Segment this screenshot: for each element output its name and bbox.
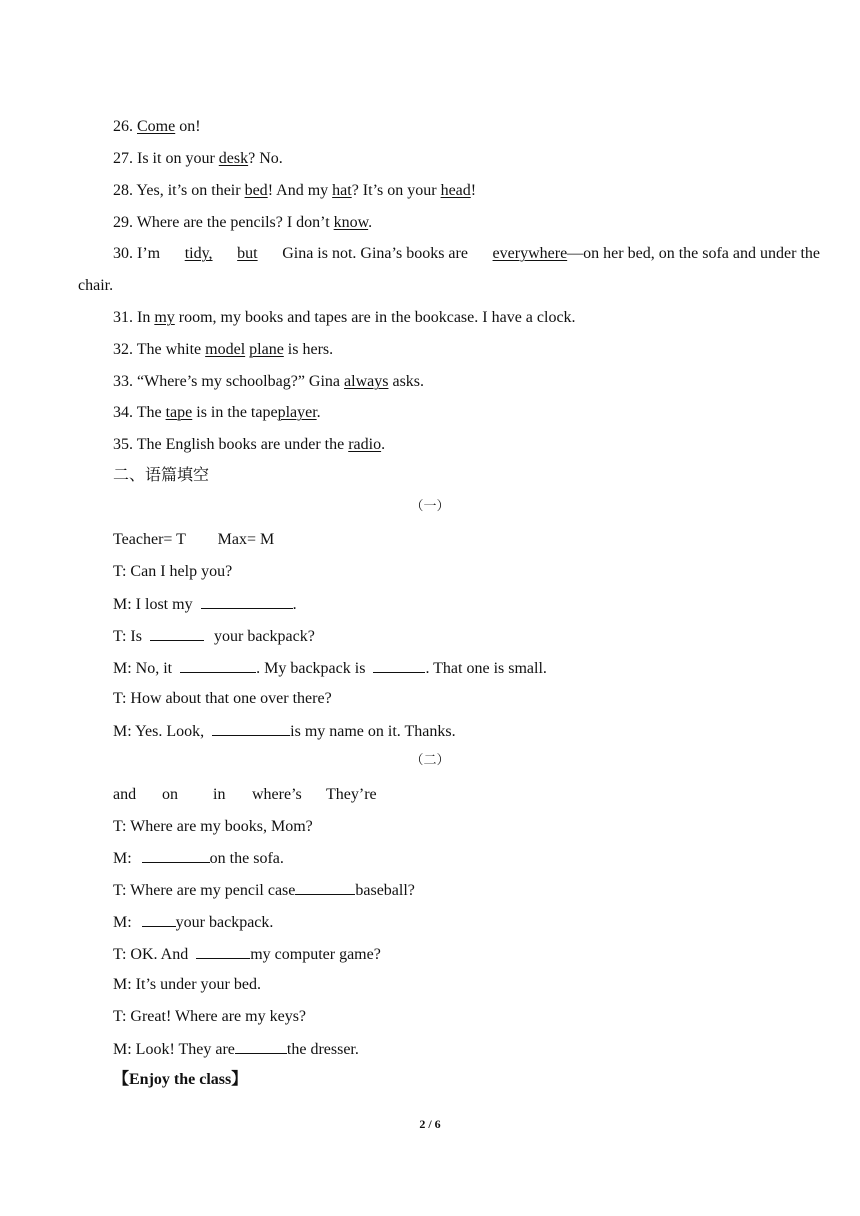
- word-bank-item: where’s: [252, 786, 302, 803]
- word-bank-item: and: [113, 786, 137, 803]
- answer-word: always: [344, 373, 389, 390]
- word-bank-item: They’re: [326, 786, 377, 803]
- dialogue-line: M: Yes. Look, is my name on it. Thanks.: [113, 723, 456, 740]
- role-legend: Teacher= T Max= M: [113, 531, 275, 548]
- word-bank-item: on: [162, 786, 178, 803]
- item-35: 35. The English books are under the radio.: [113, 436, 386, 453]
- item-32: 32. The white model plane is hers.: [113, 341, 334, 358]
- dialogue-line: M: It’s under your bed.: [113, 976, 261, 993]
- item-31: 31. In my room, my books and tapes are in the bookcase. I have a clock.: [113, 309, 576, 326]
- item-30: 30. I’m tidy, but Gina is not. Gina’s books are everywhere—on her bed, on the sofa and under the: [113, 245, 820, 262]
- section-heading: 二、语篇填空: [113, 467, 210, 484]
- enjoy-heading: 【Enjoy the class】: [113, 1071, 248, 1088]
- fill-blank[interactable]: [235, 1039, 287, 1054]
- item-28: 28. Yes, it’s on their bed! And my hat? It’s on your head!: [113, 182, 477, 199]
- fill-blank[interactable]: [150, 626, 204, 641]
- answer-word: plane: [249, 341, 284, 358]
- dialogue-line: T: Where are my books, Mom?: [113, 818, 313, 835]
- fill-blank[interactable]: [295, 880, 355, 895]
- word-bank-item: in: [213, 786, 226, 803]
- item-33: 33. “Where’s my schoolbag?” Gina always asks.: [113, 373, 425, 390]
- dialogue-line: M: on the sofa.: [113, 850, 284, 867]
- page-number: 2 / 6: [419, 1117, 441, 1131]
- answer-word: tidy,: [184, 245, 213, 262]
- fill-blank[interactable]: [142, 848, 210, 863]
- answer-word: bed: [244, 182, 268, 199]
- item-30-continuation: chair.: [78, 277, 114, 294]
- dialogue-line: T: Is your backpack?: [113, 628, 315, 645]
- answer-word: hat: [332, 182, 352, 199]
- answer-word: but: [237, 245, 258, 262]
- dialogue-line: T: How about that one over there?: [113, 690, 332, 707]
- passage-label-1: （一）: [410, 498, 450, 513]
- dialogue-line: T: Great! Where are my keys?: [113, 1008, 307, 1025]
- dialogue-line: M: your backpack.: [113, 914, 274, 931]
- fill-blank[interactable]: [201, 594, 293, 609]
- answer-word: tape: [165, 404, 193, 421]
- answer-word: Come: [137, 118, 176, 135]
- item-34: 34. The tape is in the tapeplayer.: [113, 404, 321, 421]
- fill-blank[interactable]: [180, 658, 256, 673]
- item-26: 26. Come on!: [113, 118, 201, 135]
- word-bank: [0, 785, 860, 805]
- answer-word: everywhere: [492, 245, 568, 262]
- fill-blank[interactable]: [142, 912, 176, 927]
- fill-blank[interactable]: [373, 658, 425, 673]
- passage-label-2: （二）: [410, 752, 450, 767]
- item-29: 29. Where are the pencils? I don’t know.: [113, 214, 373, 231]
- dialogue-line: M: No, it . My backpack is . That one is small.: [113, 660, 547, 677]
- dialogue-line: T: OK. And my computer game?: [113, 946, 381, 963]
- answer-word: know: [333, 214, 369, 231]
- answer-word: desk: [218, 150, 249, 167]
- dialogue-line: T: Where are my pencil case baseball?: [113, 882, 415, 899]
- answer-word: my: [154, 309, 175, 326]
- answer-word: radio: [348, 436, 382, 453]
- answer-word: player: [277, 404, 317, 421]
- fill-blank[interactable]: [212, 721, 290, 736]
- dialogue-line: T: Can I help you?: [113, 563, 233, 580]
- dialogue-line: M: Look! They are the dresser.: [113, 1041, 359, 1058]
- item-27: 27. Is it on your desk? No.: [113, 150, 283, 167]
- answer-word: model: [205, 341, 246, 358]
- dialogue-line: M: I lost my .: [113, 596, 297, 613]
- fill-blank[interactable]: [196, 944, 250, 959]
- answer-word: head: [440, 182, 471, 199]
